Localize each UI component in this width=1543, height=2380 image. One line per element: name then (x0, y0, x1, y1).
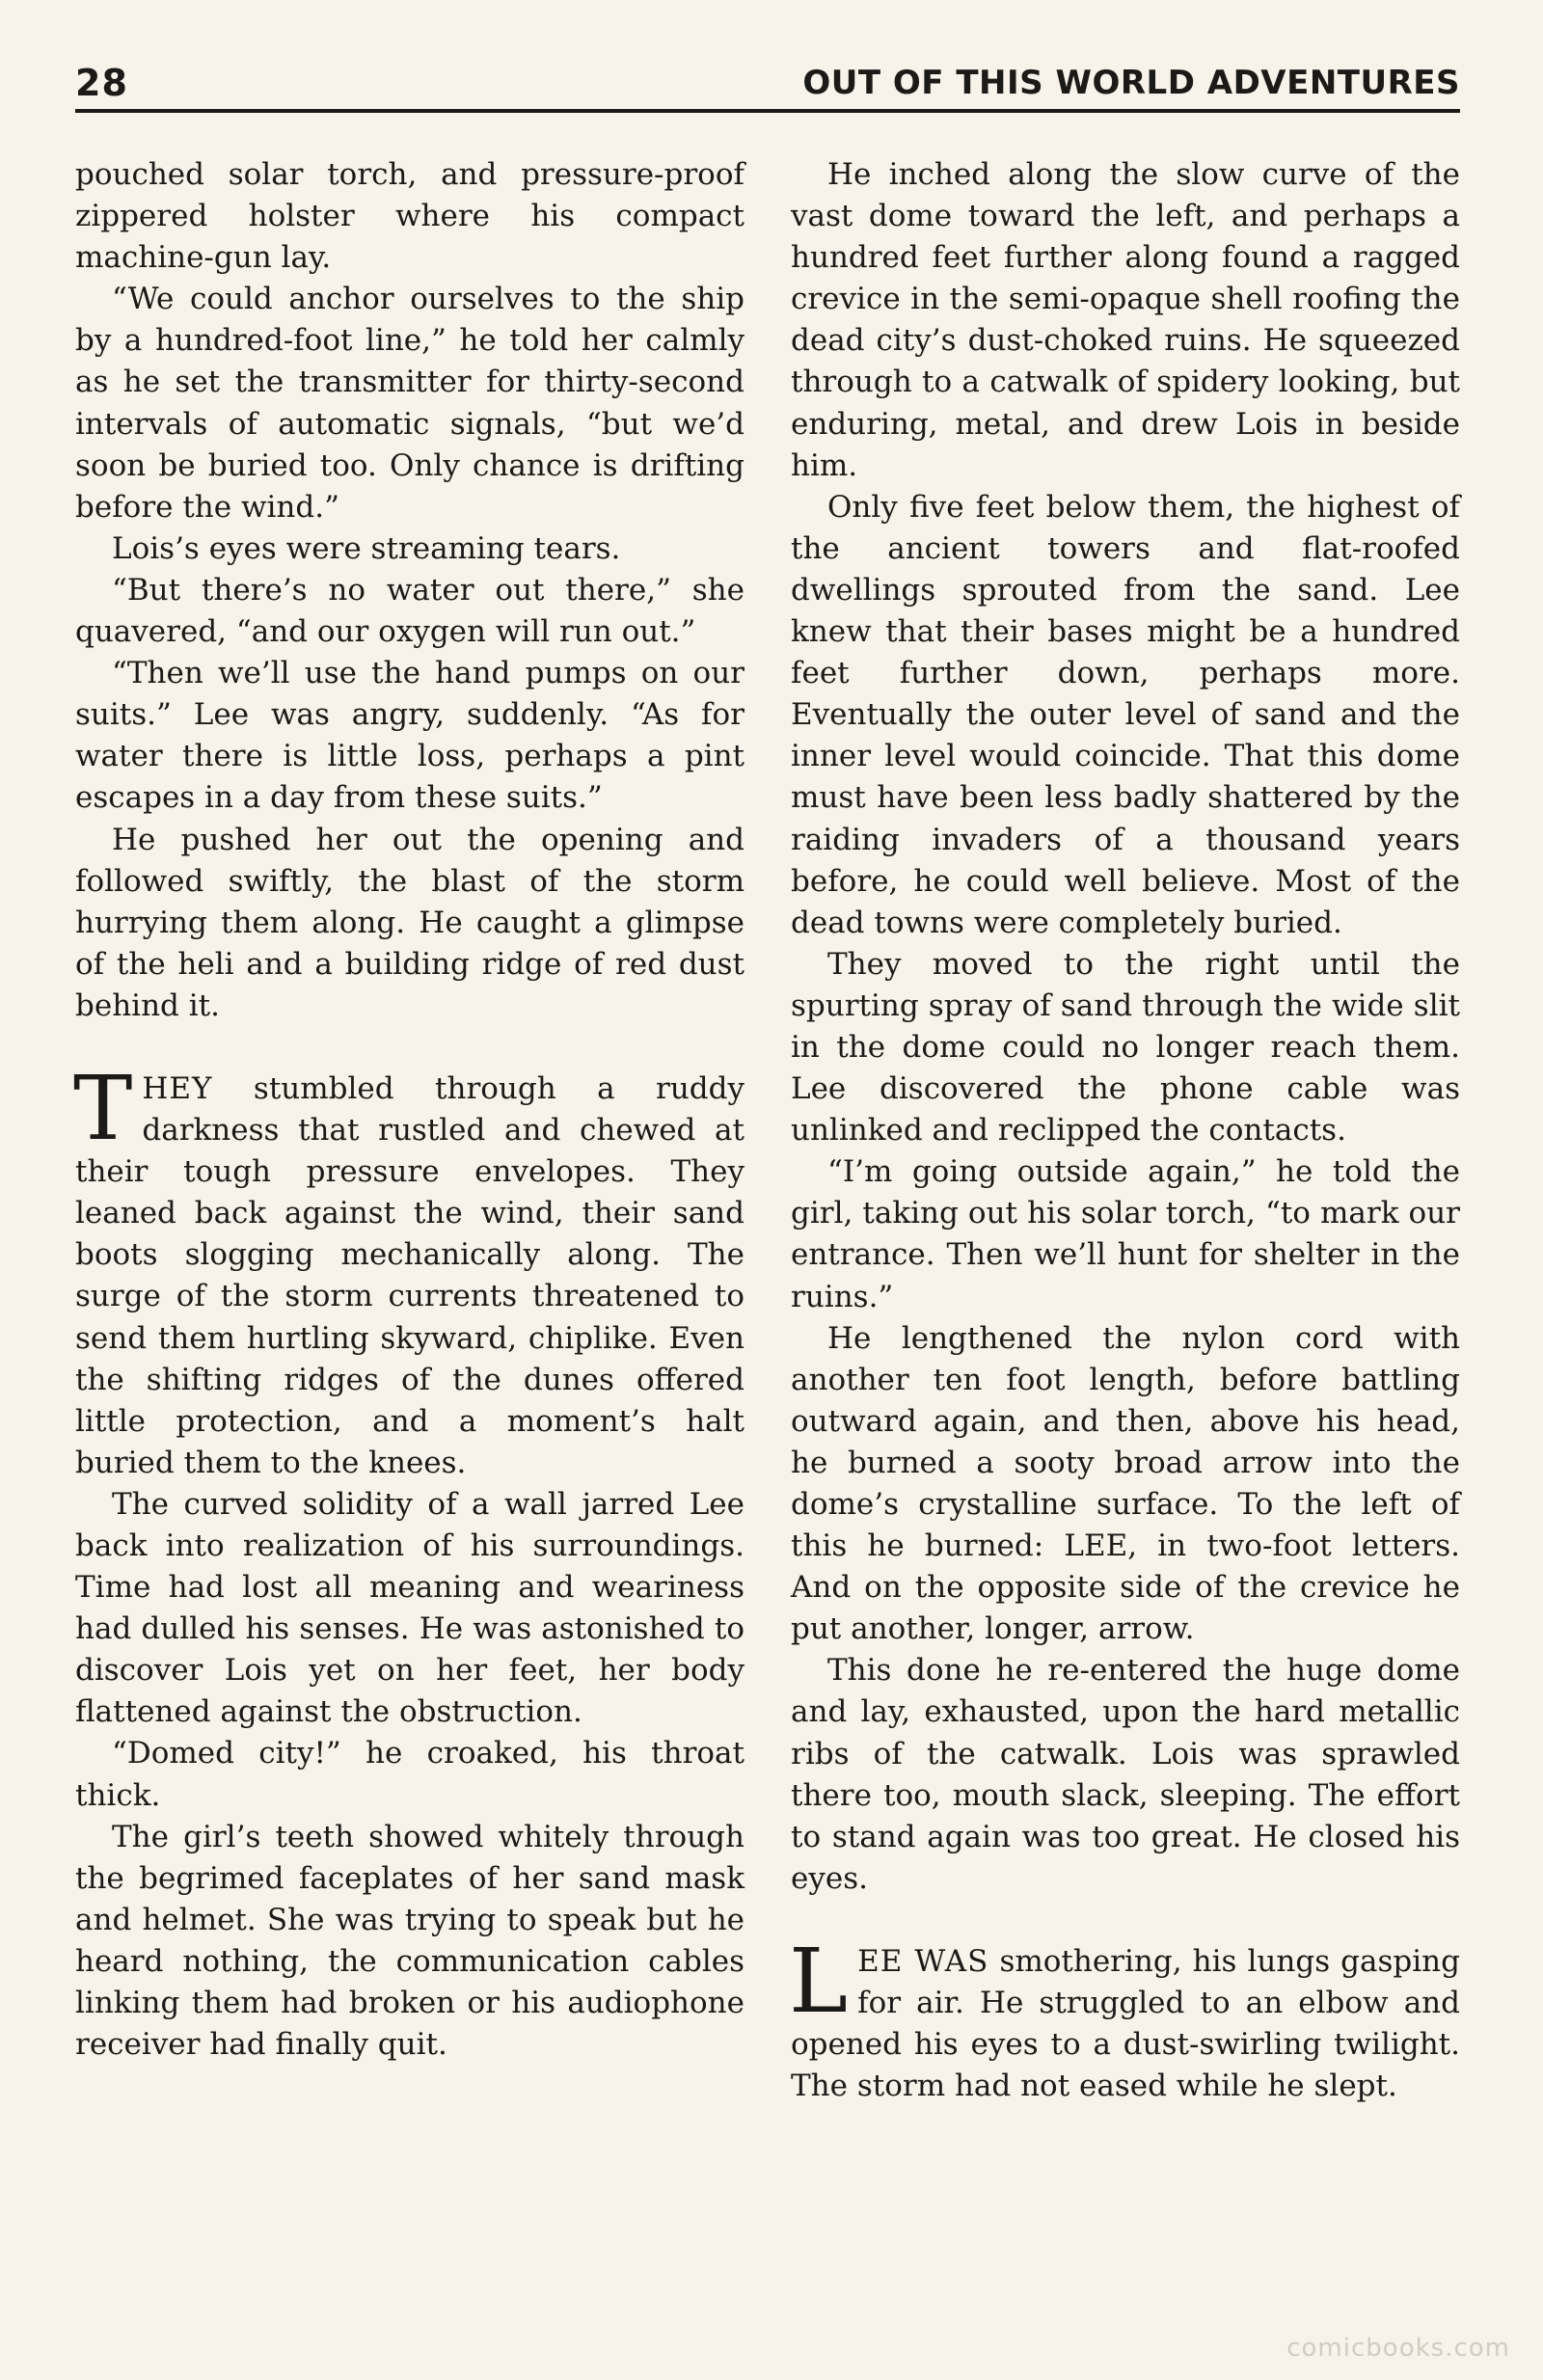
paragraph: This done he re-entered the huge dome and lay, exhausted, upon the hard metallic ribs of the catwalk. Lois was sprawled there too, mouth slack, sleeping. The effort to stand again was too great. He closed his eyes. (791, 1653, 1460, 1896)
paragraph: They moved to the right until the spurting spray of sand through the wide slit in the dome could no longer reach them. Lee discovered the phone cable was unlinked and reclipped the contacts. (791, 946, 1460, 1149)
paragraph: “Domed city!” he croaked, his throat thick. (75, 1736, 744, 1813)
section-opening-paragraph (73, 1056, 744, 1484)
paragraph: Only five feet below them, the highest of the ancient towers and flat-roofed dwellings sprouted from the sand. Lee knew that their bases might be a hundred feet further down, perhaps more. Eventually the outer level of sand and the inner level would coincide. That this dome must have been less badly shattered by the raiding invaders of a thousand years before, he could well believe. Most of the dead towns were completely buried. (791, 489, 1460, 940)
paragraph: He pushed her out the opening and followed swiftly, the blast of the storm hurrying them along. He caught a glimpse of the heli and a building ridge of red dust behind it. (75, 822, 744, 1023)
watermark-text: comicbooks.com (1286, 2334, 1510, 2363)
paragraph: pouched solar torch, and pressure-proof zippered holster where his compact machine-gun lay. (75, 157, 744, 276)
right-column (791, 154, 1460, 2107)
paragraph: He lengthened the nylon cord with another ten foot length, before battling outward again, and then, above his head, he burned a sooty broad arrow into the dome’s crystalline surface. To the left of this he burned: LEE, in two-foot letters. And on the opposite side of the crevice he put another, longer, arrow. (791, 1320, 1460, 1647)
lead-in-caps: HEY (142, 1070, 213, 1106)
paragraph: “But there’s no water out there,” she quavered, “and our oxygen will run out.” (75, 572, 744, 650)
paragraph: “Then we’ll use the hand pumps on our suits.” Lee was angry, suddenly. “As for water there is little loss, perhaps a pint escapes in a day from these suits.” (75, 656, 744, 816)
paragraph: Lois’s eyes were streaming tears. (112, 530, 621, 566)
paragraph-text: smothering, his lungs gasping for air. He struggled to an elbow and opened his eyes to a dust-swirling twilight. The storm had not eased while he slept. (791, 1943, 1460, 2104)
section-opening-paragraph (789, 1929, 1460, 2107)
page-header (75, 58, 1460, 108)
paragraph-text: stumbled through a ruddy darkness that rustled and chewed at their tough pressure envelopes. They leaned back against the wind, their sand boots slogging mechanically along. The surge of the storm currents threatened to send them hurtling skyward, chiplike. Even the shifting ridges of the dunes offered little protection, and a moment’s halt buried them to the knees. (75, 1070, 744, 1480)
paragraph: He inched along the slow curve of the vast dome toward the left, and perhaps a hundred feet further along found a ragged crevice in the semi-opaque shell roofing the dead city’s dust-choked ruins. He squeezed through to a catwalk of spidery looking, but enduring, metal, and drew Lois in beside him. (791, 157, 1460, 483)
left-column (75, 154, 744, 2066)
lead-in-caps: EE WAS (857, 1943, 989, 1979)
header-rule (75, 109, 1460, 113)
paragraph: The curved solidity of a wall jarred Lee back into realization of his surroundings. Time had lost all meaning and weariness had dulled his senses. He was astonished to discover Lois yet on her feet, her body flattened against the obstruction. (75, 1486, 744, 1730)
paragraph: “I’m going outside again,” he told the girl, taking out his solar torch, “to mark our entrance. Then we’ll hunt for shelter in the ruins.” (791, 1154, 1460, 1314)
section-they-stumbled (73, 1056, 744, 2066)
paragraph: “We could anchor ourselves to the ship by a hundred-foot line,” he told her calmly as he set the transmitter for thirty-second intervals of automatic signals, “but we’d soon be buried too. Only chance is drifting before the wind.” (75, 282, 744, 525)
drop-cap: T (73, 1056, 133, 1160)
running-title: OUT OF THIS WORLD ADVENTURES (802, 64, 1460, 102)
section-lee-was-smothering (789, 1929, 1460, 2107)
page-number: 28 (75, 62, 128, 104)
drop-cap: L (789, 1929, 849, 2033)
paragraph: The girl’s teeth showed whitely through the begrimed faceplates of her sand mask and helmet. She was trying to speak but he heard nothing, the communication cables linking them had broken or his audiophone receiver had finally quit. (75, 1819, 744, 2063)
